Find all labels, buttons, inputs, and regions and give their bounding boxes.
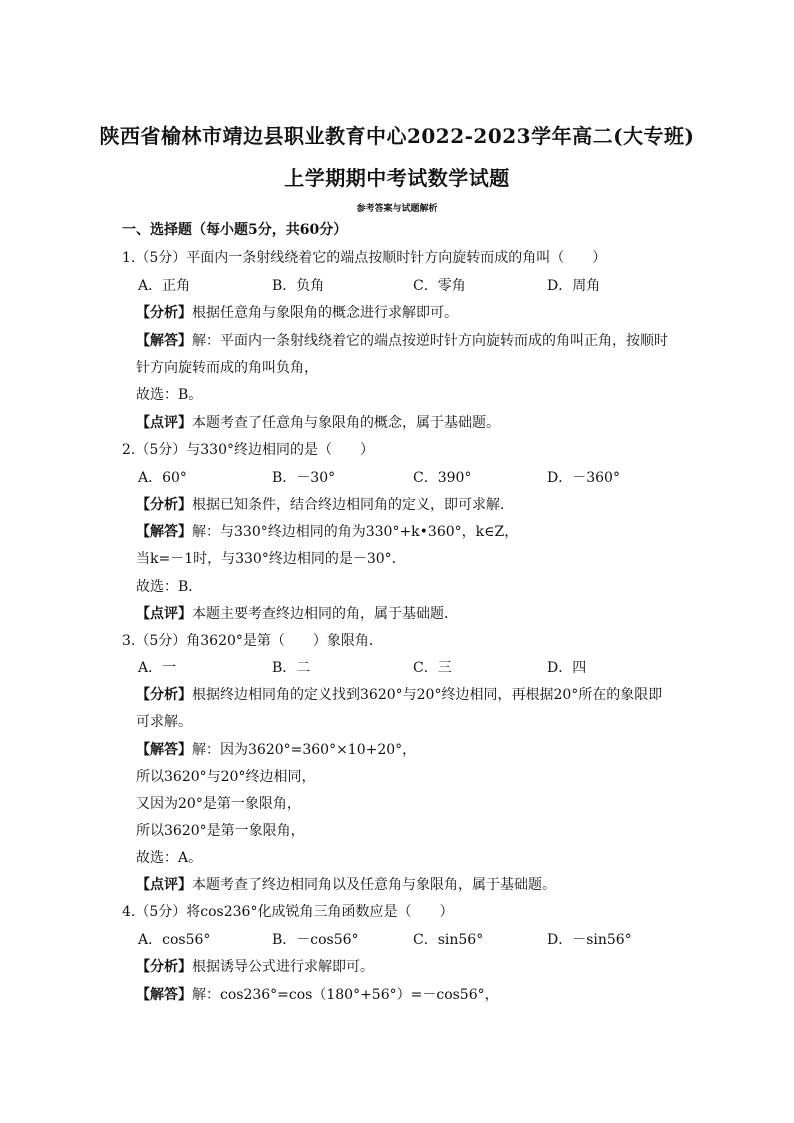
q3-solution-line-4: 所以3620°是第一象限角， (136, 823, 305, 839)
doc-title-line-2: 上学期期中考试数学试题 (284, 166, 510, 190)
q2-option-c: C．390° (413, 470, 472, 486)
q3-comment-text: 本题考查了终边相同角以及任意角与象限角，属于基础题。 (192, 877, 556, 893)
solution-tag: 【解答】 (136, 742, 192, 758)
q1-analysis (136, 302, 458, 322)
comment-tag: 【点评】 (136, 415, 192, 431)
q3-solution-line-1: 解：因为3620°=360°×10+20°， (192, 742, 417, 758)
analysis-tag: 【分析】 (136, 305, 192, 321)
q1-comment (136, 412, 500, 432)
q2-comment-text: 本题主要考查终边相同的角，属于基础题． (192, 606, 458, 622)
q3-solution (136, 739, 416, 759)
q4-option-d: D．－sin56° (547, 932, 632, 948)
comment-tag: 【点评】 (136, 877, 192, 893)
q1-option-a: A．正角 (138, 278, 191, 294)
q3-solution-line-2: 所以3620°与20°终边相同， (136, 769, 316, 785)
q1-analysis-text: 根据任意角与象限角的概念进行求解即可。 (192, 305, 458, 321)
question-1-stem: 1.（5分）平面内一条射线绕着它的端点按顺时针方向旋转而成的角叫（ ） (122, 250, 607, 266)
q3-analysis-line-1: 根据终边相同角的定义找到3620°与20°终边相同，再根据20°所在的象限即 (192, 687, 663, 703)
q1-solution (136, 330, 668, 350)
q1-option-d: D．周角 (547, 278, 601, 294)
solution-tag: 【解答】 (136, 524, 192, 540)
q2-option-d: D．－360° (547, 470, 620, 486)
q3-solution-line-3: 又因为20°是第一象限角， (136, 796, 301, 812)
q4-solution-line-1: 解：cos236°=cos（180°+56°）=－cos56°， (192, 987, 499, 1003)
q3-answer: 故选：A。 (136, 850, 203, 866)
q1-comment-text: 本题考查了任意角与象限角的概念，属于基础题。 (192, 415, 500, 431)
q3-option-a: A．一 (138, 660, 177, 676)
q1-answer: 故选：B。 (136, 387, 203, 403)
analysis-tag: 【分析】 (136, 959, 192, 975)
q2-answer: 故选：B． (136, 579, 203, 595)
q4-option-b: B．－cos56° (272, 932, 359, 948)
q2-solution-line-2: 当k=－1时，与330°终边相同的是－30°． (136, 551, 406, 567)
solution-tag: 【解答】 (136, 987, 192, 1003)
q3-analysis (136, 684, 662, 704)
q2-analysis (136, 494, 514, 514)
q2-option-a: A．60° (138, 470, 187, 486)
comment-tag: 【点评】 (136, 606, 192, 622)
solution-tag: 【解答】 (136, 333, 192, 349)
doc-title-line-1: 陕西省榆林市靖边县职业教育中心2022-2023学年高二(大专班) (99, 124, 695, 148)
q1-option-c: C．零角 (413, 278, 466, 294)
q3-analysis-line-2: 可求解。 (136, 714, 192, 730)
analysis-tag: 【分析】 (136, 687, 192, 703)
q2-solution (136, 521, 518, 541)
q3-comment (136, 874, 556, 894)
doc-subtitle: 参考答案与试题解析 (356, 204, 438, 214)
q4-option-c: C．sin56° (413, 932, 484, 948)
section-heading: 一、选择题（每小题5分，共60分） (122, 222, 348, 238)
q4-option-a: A．cos56° (138, 932, 211, 948)
q2-comment (136, 603, 458, 623)
q4-analysis (136, 956, 374, 976)
analysis-tag: 【分析】 (136, 497, 192, 513)
question-4-stem: 4.（5分）将cos236°化成锐角三角函数应是（ ） (122, 904, 454, 920)
q4-solution (136, 984, 499, 1004)
q1-solution-line-2: 针方向旋转而成的角叫负角， (136, 360, 318, 376)
q3-option-d: D．四 (547, 660, 587, 676)
q1-option-b: B．负角 (272, 278, 325, 294)
q1-solution-line-1: 解：平面内一条射线绕着它的端点按逆时针方向旋转而成的角叫正角，按顺时 (192, 333, 668, 349)
q4-analysis-text: 根据诱导公式进行求解即可。 (192, 959, 374, 975)
q2-solution-line-1: 解：与330°终边相同的角为330°+k•360°，k∈Z， (192, 524, 519, 540)
q3-option-c: C．三 (413, 660, 452, 676)
question-3-stem: 3.（5分）角3620°是第（ ）象限角． (122, 633, 383, 649)
question-2-stem: 2.（5分）与330°终边相同的是（ ） (122, 442, 374, 458)
q3-option-b: B．二 (272, 660, 311, 676)
q2-option-b: B．－30° (272, 470, 336, 486)
q2-analysis-text: 根据已知条件，结合终边相同角的定义，即可求解． (192, 497, 514, 513)
